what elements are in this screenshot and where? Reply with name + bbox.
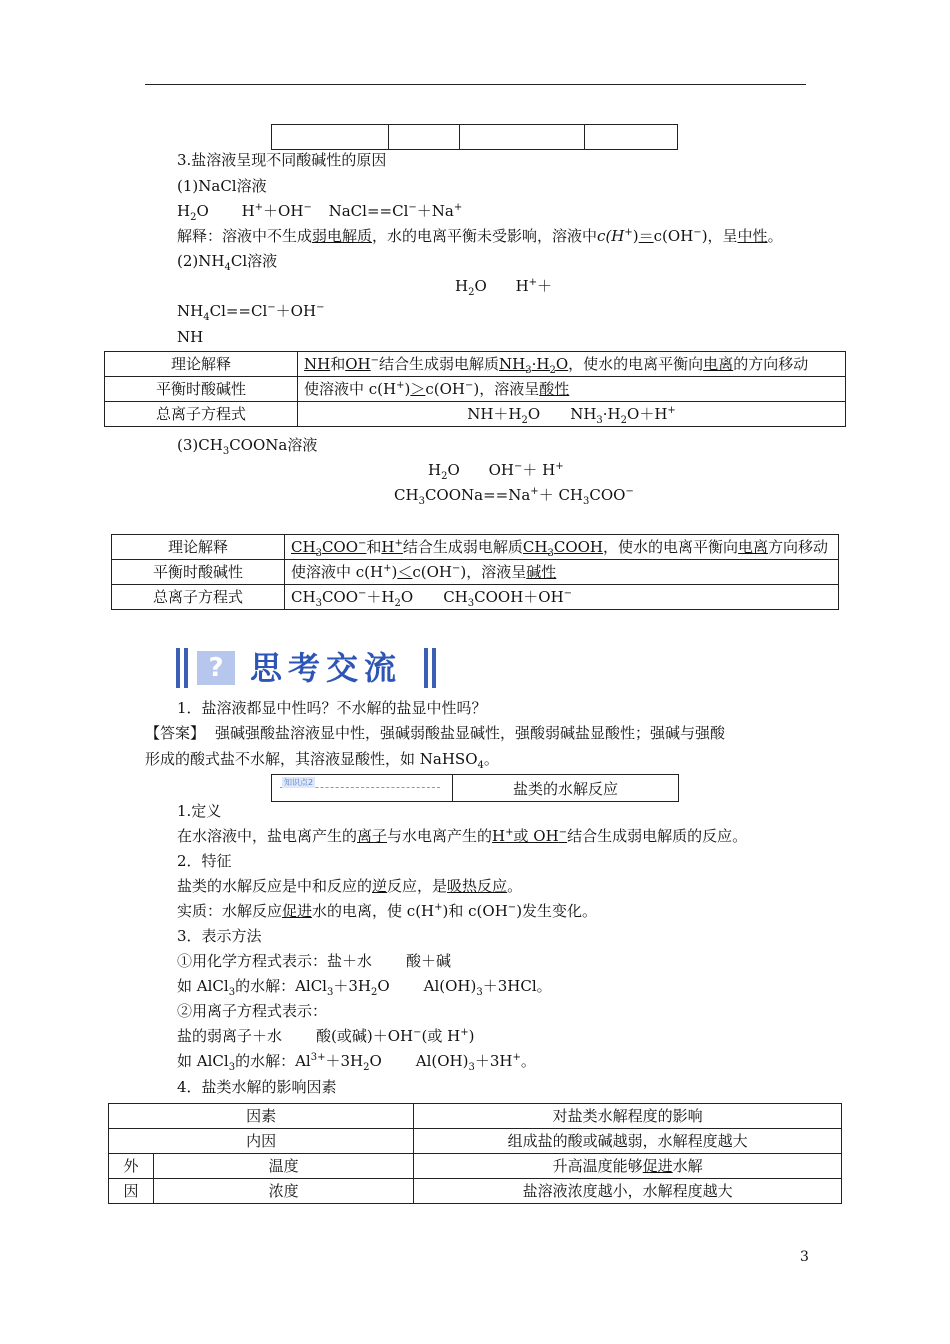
table-row: 总离子方程式 $NH+H_2O$ $NH_3\cdot H_2O+H^+$ <box>105 402 846 427</box>
nh4cl-title: $(2)NH_4Cl$溶液 <box>177 252 278 273</box>
factors-table <box>108 1103 842 1204</box>
table-row: 因 浓度 盐溶液浓度越小，水解程度越大 <box>109 1179 842 1204</box>
ch3coona-equation-1: $H_2O$ OH−＋ H+ <box>428 461 564 482</box>
knowledge-point-arrow <box>272 775 453 801</box>
knowledge-point-title: 盐类的水解反应 <box>512 780 618 798</box>
nacl-title: (1)NaCl溶液 <box>177 177 267 195</box>
think-question-1: 1．盐溶液都显中性吗？不水解的盐显中性吗？ <box>177 699 487 717</box>
representation-2: ②用离子方程式表示： <box>177 1002 328 1020</box>
nh4cl-table <box>104 351 846 427</box>
empty-table <box>271 124 678 150</box>
banner-bar-left-2 <box>184 648 188 688</box>
banner-bar-right-2 <box>432 648 436 688</box>
table-row: 因素 对盐类水解程度的影响 <box>109 1104 842 1129</box>
definition-title: 1.定义 <box>177 802 222 820</box>
banner-title: 思考交流 <box>250 649 403 687</box>
answer-line-2: 形成的酸式盐不水解，其溶液显酸性，如 NaHSO$_4$。 <box>145 750 499 771</box>
answer-tag: 【答案】 <box>145 724 206 742</box>
header-rule <box>145 84 806 85</box>
knowledge-point-box <box>271 774 679 802</box>
definition-text: 在水溶液中，盐电离产生的离子与水电离产生的H+或 OH−结合生成弱电解质的反应。 <box>177 827 748 845</box>
nh4cl-equation-3: NH <box>177 328 204 346</box>
table-row: 总离子方程式 $CH_3COO^-+H_2O$ $CH_3COOH+OH^-$ <box>112 585 839 610</box>
representation-2-example: 如 AlCl$_3$的水解：$Al^{3+}+3H_2O$ $Al(OH)_3+3H^+$。 <box>177 1052 536 1073</box>
table-row: 理论解释 $CH_3COO^-$和H+结合生成弱电解质$CH_3COOH$，使水的电离平衡向电离方向移动 <box>112 535 839 560</box>
feature-text: 盐类的水解反应是中和反应的逆反应，是吸热反应。 <box>177 877 523 895</box>
question-mark-icon: ? <box>197 651 235 685</box>
table-row: 平衡时酸碱性 使溶液中 c(H+)＜c(OH−)，溶液呈碱性 <box>112 560 839 585</box>
banner-bar-right-1 <box>424 648 428 688</box>
table-row: 外 温度 升高温度能够促进水解 <box>109 1154 842 1179</box>
table-row: 平衡时酸碱性 使溶液中 c(H+)＞c(OH−)，溶液呈酸性 <box>105 377 846 402</box>
representation-1-example: 如 AlCl$_3$的水解：$AlCl_3+3H_2O$ $Al(OH)_3+3HCl$。 <box>177 977 552 998</box>
ch3coona-equation-2: $CH_3COONa==Na^++ CH_3COO^-$ <box>394 486 634 507</box>
section-3-title: 3.盐溶液呈现不同酸碱性的原因 <box>177 151 387 169</box>
factors-title: 4．盐类水解的影响因素 <box>177 1078 337 1096</box>
representation-1: ①用化学方程式表示：盐＋水 酸＋碱 <box>177 952 452 970</box>
answer-line-1: 【答案】 强碱强酸盐溶液显中性，强碱弱酸盐显碱性，强酸弱碱盐显酸性；强碱与强酸 <box>145 724 726 742</box>
nh4cl-equation-1: $H_2O$ H+＋ <box>455 277 553 298</box>
essence-text: 实质：水解反应促进水的电离，使 c(H+)和 c(OH−)发生变化。 <box>177 902 598 920</box>
feature-title: 2．特征 <box>177 852 232 870</box>
representation-title: 3．表示方法 <box>177 927 262 945</box>
table-row: 理论解释 NH和OH−结合生成弱电解质$NH_3\cdot H_2O$，使水的电离平衡向电离的方向移动 <box>105 352 846 377</box>
page-number: 3 <box>800 1249 809 1265</box>
table-row: 内因 组成盐的酸或碱越弱，水解程度越大 <box>109 1129 842 1154</box>
representation-2-general: 盐的弱离子＋水 酸(或碱)＋OH−(或 H+) <box>177 1027 475 1045</box>
ch3coona-table <box>111 534 839 610</box>
nacl-equation: $H_2O$ H+＋OH− NaCl==Cl−＋Na+ <box>177 202 463 223</box>
nacl-explanation: 解释：溶液中不生成弱电解质，水的电离平衡未受影响，溶液中c(H+)＝c(OH−)，呈中性。 <box>177 227 783 245</box>
nh4cl-equation-2: $NH_4Cl==Cl^-+OH^-$ <box>177 302 325 323</box>
ch3coona-title: $(3)CH_3COONa$溶液 <box>177 436 318 457</box>
banner-bar-left-1 <box>176 648 180 688</box>
knowledge-point-tag: 知识点2 <box>284 778 314 787</box>
